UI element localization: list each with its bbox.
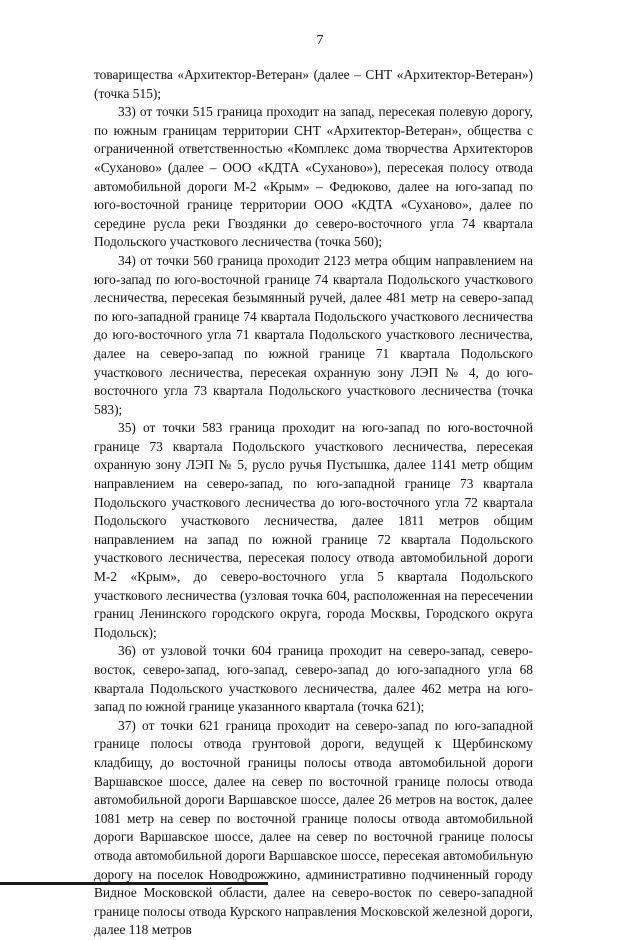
paragraph-item-35: 35) от точки 583 граница проходит на юго-запад по юго-восточной границе 73 квартала Подольского участкового лесничества, пересекая охранную зону ЛЭП № 5, русло ручья Пустышка, далее 1141 метр общим направлением на северо-запад, по юго-западной границе 73 квартала Подольского участкового лесничества до юго-восточного угла 72 квартала Подольского участкового лесничества, далее 1811 метров общим направлением на запад по южной границе 72 квартала Подольского участкового лесничества, пересекая полосу отвода автомобильной дороги М-2 «Крым», до северо-восточного угла 5 квартала Подольского участкового лесничества (узловая точка 604, расположенная на пересечении границ Ленинского городского округа, города Москвы, Городского округа Подольск); bbox=[94, 420, 533, 640]
paragraph-item-34: 34) от точки 560 граница проходит 2123 метра общим направлением на юго-запад по юго-восточной границе 74 квартала Подольского участкового лесничества, пересекая безымянный ручей, далее 481 метр на северо-запад по юго-западной границе 74 квартала Подольского участкового лесничества до юго-восточного угла 71 квартала Подольского участкового лесничества, далее на северо-запад по южной границе 71 квартала Подольского участкового лесничества, пересекая охранную зону ЛЭП № 4, до юго-восточного угла 73 квартала Подольского участкового лесничества (точка 583); bbox=[94, 252, 533, 417]
document-body bbox=[94, 66, 533, 940]
paragraph-continuation: товарищества «Архитектор-Ветеран» (далее – СНТ «Архитектор-Ветеран») (точка 515); bbox=[94, 67, 533, 101]
paragraph-item-36: 36) от узловой точки 604 граница проходит на северо-запад, северо-восток, северо-запад, юго-запад, северо-запад до юго-западного угла 68 квартала Подольского участкового лесничества, далее 462 метра на юго-запад по южной границе указанного квартала (точка 621); bbox=[94, 643, 533, 715]
bottom-edge-rule bbox=[0, 882, 268, 885]
paragraph-item-33: 33) от точки 515 граница проходит на запад, пересекая полевую дорогу, по южным границам территории СНТ «Архитектор-Ветеран», общества с ограниченной ответственностью «Комплекс дома творчества Архитекторов «Суханово» (далее – ООО «КДТА «Суханово»), пересекая полосу отвода автомобильной дороги М-2 «Крым» – Федюково, далее на юго-запад по юго-восточной границе территории ООО «КДТА «Суханово», далее по середине русла реки Гвоздянки до северо-восточного угла 74 квартала Подольского участкового лесничества (точка 560); bbox=[94, 104, 533, 250]
page-number: 7 bbox=[316, 33, 324, 48]
paragraph-item-37: 37) от точки 621 граница проходит на северо-запад по юго-западной границе полосы отвода грунтовой дороги, ведущей к Щербинскому кладбищу, до восточной границы полосы отвода автомобильной дороги Варшавское шоссе, далее на север по восточной границе полосы отвода автомобильной дороги Варшавское шоссе, далее 26 метров на восток, далее 1081 метр на север по восточной границе полосы отвода автомобильной дороги Варшавское шоссе, далее на север по восточной границе полосы отвода автомобильной дороги Варшавское шоссе, пересекая автомобильную дорогу на поселок Новодрожжино, административно подчиненный городу Видное Московской области, далее на северо-восток по северо-западной границе полосы отвода Курского направления Московской железной дороги, далее 118 метров bbox=[94, 717, 533, 938]
